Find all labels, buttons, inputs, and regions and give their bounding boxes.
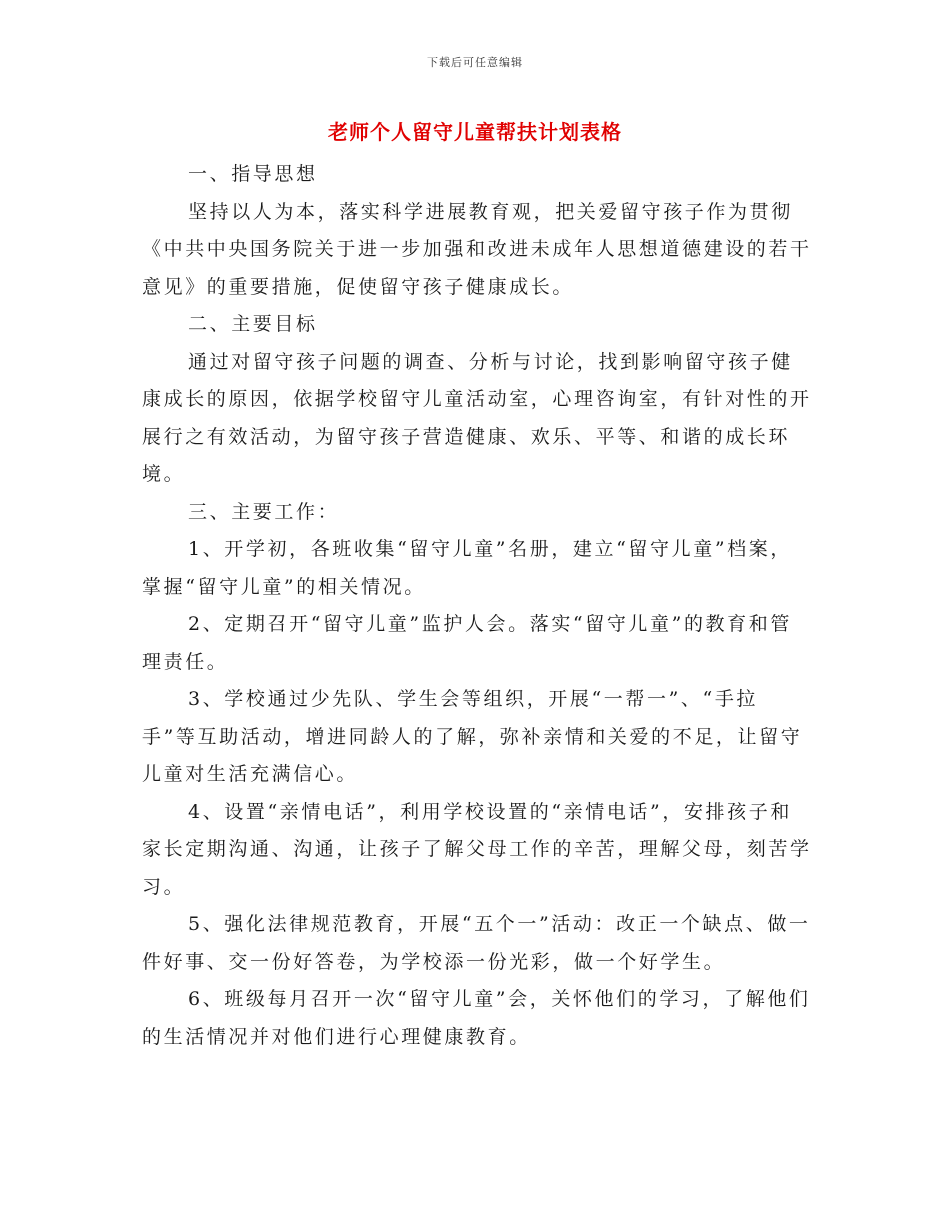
paragraph-guiding-ideology: 坚持以人为本，落实科学进展教育观，把关爱留守孩子作为贯彻《中共中央国务院关于进一步加强和改进未成年人思想道德建设的若干意见》的重要措施，促使留守孩子健康成长。 <box>142 200 812 298</box>
work-item-6: 6、班级每月召开一次“留守儿童”会，关怀他们的学习，了解他们的生活情况并对他们进行心理健康教育。 <box>142 988 811 1048</box>
work-item-4: 4、设置“亲情电话”，利用学校设置的“亲情电话”，安排孩子和家长定期沟通、沟通，让孩子了解父母工作的辛苦，理解父母，刻苦学习。 <box>142 800 812 898</box>
work-item-1: 1、开学初，各班收集“留守儿童”名册，建立“留守儿童”档案，掌握“留守儿童”的相关情况。 <box>142 538 792 598</box>
paragraph-main-goals: 通过对留守孩子问题的调查、分析与讨论，找到影响留守孩子健康成长的原因，依据学校留守儿童活动室，心理咨询室，有针对性的开展行之有效活动，为留守孩子营造健康、欢乐、平等、和谐的成长环境。 <box>142 350 812 485</box>
section-heading-main-work: 三、主要工作： <box>188 500 340 523</box>
section-heading-guiding-ideology: 一、指导思想 <box>188 163 318 185</box>
work-item-2: 2、定期召开“留守儿童”监护人会。落实“留守儿童”的教育和管理责任。 <box>142 613 792 673</box>
section-heading-main-goals: 二、主要目标 <box>188 313 318 335</box>
document-body <box>142 156 812 1056</box>
document-title: 老师个人留守儿童帮扶计划表格 <box>328 120 622 144</box>
page-header-note: 下载后可任意编辑 <box>427 56 523 69</box>
work-item-5: 5、强化法律规范教育，开展“五个一”活动：改正一个缺点、做一件好事、交一份好答卷，为学校添一份光彩，做一个好学生。 <box>142 913 811 973</box>
work-item-3: 3、学校通过少先队、学生会等组织，开展“一帮一”、“手拉手”等互助活动，增进同龄人的了解，弥补亲情和关爱的不足，让留守儿童对生活充满信心。 <box>142 688 803 785</box>
